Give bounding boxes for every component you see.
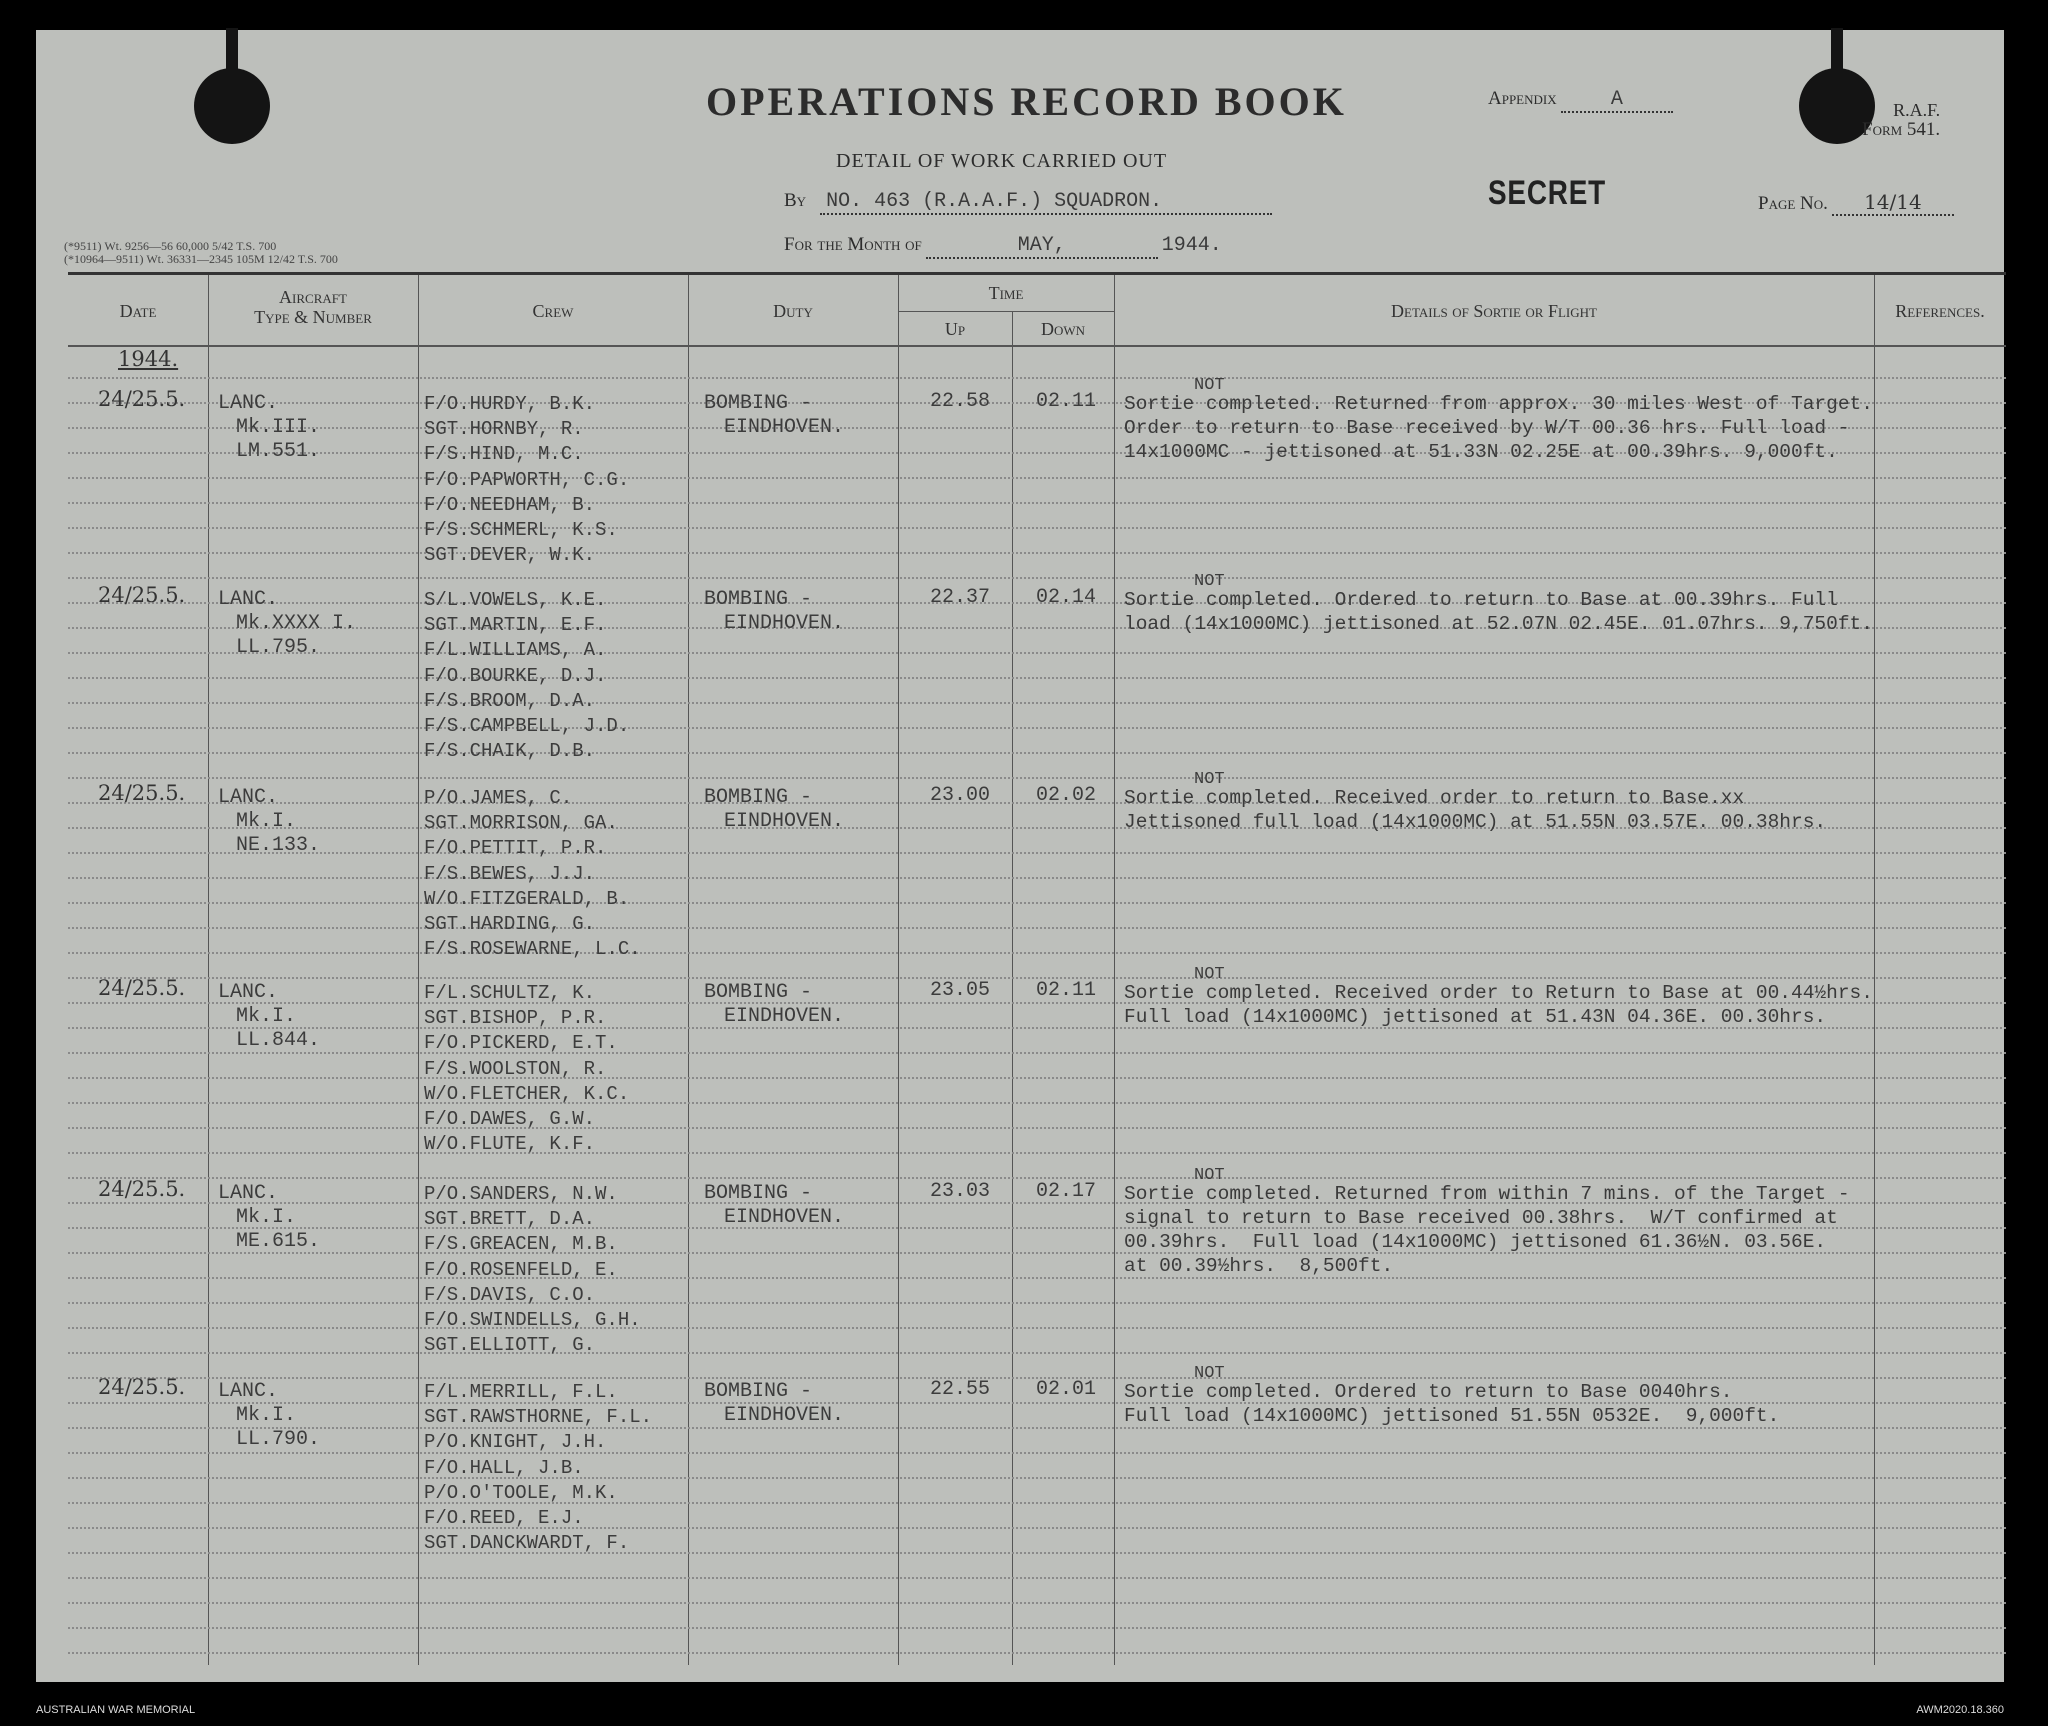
- column-header-details: Details of Sortie or Flight: [1391, 301, 1597, 321]
- page-label: Page No.: [1758, 193, 1828, 214]
- entry-date: 24/25.5.: [98, 781, 186, 805]
- aircraft-line: NE.133.: [236, 834, 321, 857]
- aircraft-line: LL.795.: [236, 636, 321, 659]
- not-insertion: NOT: [1194, 376, 1225, 395]
- aircraft-line: Mk.I.: [236, 1206, 297, 1229]
- print-ref-1: (*9511) Wt. 9256—56 60,000 5/42 T.S. 700: [64, 239, 277, 253]
- squadron-line: [784, 190, 1272, 215]
- crew-member: SGT.BRETT, D.A.: [424, 1208, 596, 1231]
- crew-member: F/O.SWINDELLS, G.H.: [424, 1309, 641, 1331]
- by-label: By: [784, 190, 807, 211]
- time-up: 22.55: [930, 1378, 991, 1401]
- crew-member: F/O.HURDY, B.K.: [424, 393, 596, 415]
- column-header-crew: Crew: [532, 301, 574, 321]
- squadron-value: NO. 463 (R.A.A.F.) SQUADRON.: [820, 190, 1272, 215]
- aircraft-line: LANC.: [218, 786, 279, 809]
- crew-member: F/L.SCHULTZ, K.: [424, 982, 596, 1004]
- document-title: OPERATIONS RECORD BOOK: [706, 79, 1347, 124]
- crew-member: SGT.HARDING, G.: [424, 913, 596, 935]
- crew-member: F/O.NEEDHAM, B.: [424, 493, 596, 516]
- sortie-detail-line: Sortie completed. Received order to Return to Base at 00.44½hrs.: [1124, 982, 1873, 1004]
- aircraft-line: Mk.I.: [236, 1005, 297, 1028]
- column-header-time: Time: [988, 283, 1024, 303]
- sortie-detail-line: Sortie completed. Returned from within 7 mins. of the Target -: [1124, 1183, 1850, 1205]
- aircraft-label: Aircraft: [279, 287, 347, 307]
- crew-member: W/O.FITZGERALD, B.: [424, 887, 630, 910]
- time-down: 02.01: [1036, 1378, 1097, 1401]
- column-header-down: Down: [1040, 319, 1086, 339]
- aircraft-line: LANC.: [218, 981, 279, 1004]
- crew-member: SGT.MARTIN, E.F.: [424, 614, 607, 637]
- duty-line: BOMBING -: [704, 786, 813, 809]
- sortie-detail-line: 00.39hrs. Full load (14x1000MC) jettisoned 61.36½N. 03.56E.: [1124, 1231, 1827, 1253]
- duty-line: BOMBING -: [704, 588, 813, 611]
- column-header-date: Date: [119, 301, 157, 321]
- sortie-detail-line: Sortie completed. Ordered to return to Base at 00.39hrs. Full: [1124, 589, 1838, 611]
- time-down: 02.02: [1036, 784, 1097, 807]
- duty-line: BOMBING -: [704, 1182, 813, 1205]
- entry-date: 24/25.5.: [98, 1375, 186, 1399]
- page-number-line: [1758, 190, 1954, 216]
- secret-stamp: SECRET: [1488, 174, 1607, 212]
- crew-member: F/O.BOURKE, D.J.: [424, 664, 607, 687]
- aircraft-line: LL.844.: [236, 1029, 321, 1052]
- record-sheet: [36, 30, 2004, 1716]
- form-line-1: R.A.F.: [1893, 100, 1941, 120]
- not-insertion: NOT: [1194, 572, 1225, 591]
- crew-member: P/O.SANDERS, N.W.: [424, 1183, 618, 1205]
- duty-line: BOMBING -: [704, 1380, 813, 1403]
- sortie-detail-line: load (14x1000MC) jettisoned at 52.07N 02.45E. 01.07hrs. 9,750ft.: [1124, 613, 1873, 635]
- sortie-detail-line: at 00.39½hrs. 8,500ft.: [1124, 1255, 1394, 1277]
- crew-member: F/O.DAWES, G.W.: [424, 1108, 596, 1130]
- duty-line: BOMBING -: [704, 981, 813, 1004]
- crew-member: F/S.CAMPBELL, J.D.: [424, 715, 630, 737]
- aircraft-line: LANC.: [218, 588, 279, 611]
- time-up: 23.03: [930, 1180, 991, 1203]
- year-value: 1944.: [1161, 234, 1222, 257]
- crew-member: F/S.SCHMERL, K.S.: [424, 519, 618, 541]
- aircraft-line: Mk.I.: [236, 1404, 297, 1427]
- crew-member: SGT.MORRISON, GA.: [424, 812, 618, 835]
- crew-member: P/O.JAMES, C.: [424, 787, 573, 809]
- aircraft-line: LANC.: [218, 1182, 279, 1205]
- not-insertion: NOT: [1194, 965, 1225, 984]
- duty-line: EINDHOVEN.: [724, 1005, 845, 1028]
- crew-member: SGT.BISHOP, P.R.: [424, 1007, 607, 1030]
- aircraft-sublabel: Type & Number: [254, 307, 372, 327]
- form-number: [1862, 100, 1940, 140]
- crew-member: F/O.ROSENFELD, E.: [424, 1258, 618, 1281]
- crew-member: F/O.PAPWORTH, C.G.: [424, 468, 630, 491]
- footer-right: AWM2020.18.360: [1916, 1704, 2004, 1716]
- duty-line: BOMBING -: [704, 392, 813, 415]
- column-header-references: References.: [1895, 301, 1985, 321]
- crew-member: S/L.VOWELS, K.E.: [424, 589, 607, 611]
- aircraft-line: LL.790.: [236, 1428, 321, 1451]
- crew-member: F/L.MERRILL, F.L.: [424, 1381, 618, 1403]
- crew-member: F/L.WILLIAMS, A.: [424, 639, 607, 662]
- entry-date: 24/25.5.: [98, 976, 186, 1000]
- crew-member: W/O.FLETCHER, K.C.: [424, 1082, 630, 1105]
- time-down: 02.14: [1036, 586, 1097, 609]
- appendix-value: A: [1561, 88, 1673, 113]
- crew-member: P/O.KNIGHT, J.H.: [424, 1431, 607, 1454]
- sortie-detail-line: Full load (14x1000MC) jettisoned at 51.43N 04.36E. 00.30hrs.: [1124, 1006, 1827, 1028]
- entry-date: 24/25.5.: [98, 387, 186, 411]
- sortie-detail-line: Sortie completed. Received order to return to Base.xx: [1124, 787, 1745, 809]
- crew-member: F/S.HIND, M.C.: [424, 443, 584, 466]
- crew-member: SGT.DEVER, W.K.: [424, 544, 596, 567]
- print-ref-2: (*10964—9511) Wt. 36331—2345 105M 12/42 T.S. 700: [64, 252, 338, 266]
- appendix-label: Appendix: [1488, 88, 1557, 109]
- form-line-2: Form 541.: [1862, 119, 1941, 140]
- crew-member: F/S.GREACEN, M.B.: [424, 1233, 618, 1256]
- crew-member: P/O.O'TOOLE, M.K.: [424, 1481, 618, 1504]
- time-down: 02.11: [1036, 390, 1097, 413]
- column-header-aircraft: [208, 287, 418, 327]
- duty-line: EINDHOVEN.: [724, 810, 845, 833]
- month-label: For the Month of: [784, 234, 922, 255]
- sortie-detail-line: Jettisoned full load (14x1000MC) at 51.55N 03.57E. 00.38hrs.: [1124, 811, 1827, 833]
- time-up: 23.00: [930, 784, 991, 807]
- crew-member: F/S.BROOM, D.A.: [424, 689, 596, 712]
- column-header-duty: Duty: [773, 301, 813, 321]
- crew-member: SGT.DANCKWARDT, F.: [424, 1532, 630, 1555]
- month-value: MAY,: [926, 234, 1158, 259]
- time-up: 23.05: [930, 979, 991, 1002]
- year-heading: 1944.: [118, 347, 179, 371]
- aircraft-line: LM.551.: [236, 440, 321, 463]
- crew-member: F/S.WOOLSTON, R.: [424, 1057, 607, 1080]
- crew-member: F/O.REED, E.J.: [424, 1507, 584, 1529]
- time-down: 02.17: [1036, 1180, 1097, 1203]
- sortie-detail-line: signal to return to Base received 00.38hrs. W/T confirmed at: [1124, 1207, 1838, 1229]
- time-up: 22.37: [930, 586, 991, 609]
- sortie-detail-line: Sortie completed. Returned from approx. 30 miles West of Target.: [1124, 393, 1873, 415]
- duty-line: EINDHOVEN.: [724, 416, 845, 439]
- page-number-value: 14/14: [1832, 190, 1954, 216]
- crew-member: W/O.FLUTE, K.F.: [424, 1133, 596, 1156]
- crew-member: F/S.DAVIS, C.O.: [424, 1283, 596, 1306]
- crew-member: SGT.RAWSTHORNE, F.L.: [424, 1406, 653, 1429]
- time-up: 22.58: [930, 390, 991, 413]
- sortie-detail-line: Full load (14x1000MC) jettisoned 51.55N 0532E. 9,000ft.: [1124, 1405, 1780, 1427]
- crew-member: F/S.CHAIK, D.B.: [424, 740, 596, 763]
- entry-date: 24/25.5.: [98, 583, 186, 607]
- crew-member: F/O.PICKERD, E.T.: [424, 1032, 618, 1055]
- appendix-line: [1488, 88, 1673, 113]
- crew-member: F/O.HALL, J.B.: [424, 1456, 584, 1479]
- binder-hole-left: [194, 68, 270, 144]
- duty-line: EINDHOVEN.: [724, 612, 845, 635]
- aircraft-line: LANC.: [218, 1380, 279, 1403]
- print-reference: [64, 240, 338, 266]
- aircraft-line: ME.615.: [236, 1230, 321, 1253]
- crew-member: SGT.HORNBY, R.: [424, 418, 584, 441]
- aircraft-line: Mk.XXXX I.: [236, 612, 357, 635]
- month-line: [784, 234, 1222, 259]
- operations-table: [68, 272, 2006, 1665]
- not-insertion: NOT: [1194, 1364, 1225, 1383]
- duty-line: EINDHOVEN.: [724, 1404, 845, 1427]
- crew-member: SGT.ELLIOTT, G.: [424, 1334, 596, 1357]
- entry-date: 24/25.5.: [98, 1177, 186, 1201]
- sortie-detail-line: 14x1000MC - jettisoned at 51.33N 02.25E at 00.39hrs. 9,000ft.: [1124, 441, 1838, 463]
- aircraft-line: LANC.: [218, 392, 279, 415]
- crew-member: F/S.ROSEWARNE, L.C.: [424, 938, 641, 961]
- crew-member: F/S.BEWES, J.J.: [424, 862, 596, 885]
- time-down: 02.11: [1036, 979, 1097, 1002]
- sortie-detail-line: Order to return to Base received by W/T 00.36 hrs. Full load -: [1124, 417, 1850, 439]
- document-subtitle: DETAIL OF WORK CARRIED OUT: [836, 150, 1168, 172]
- column-header-up: Up: [944, 319, 966, 339]
- aircraft-line: Mk.III.: [236, 416, 321, 439]
- duty-line: EINDHOVEN.: [724, 1206, 845, 1229]
- not-insertion: NOT: [1194, 770, 1225, 789]
- aircraft-line: Mk.I.: [236, 810, 297, 833]
- not-insertion: NOT: [1194, 1166, 1225, 1185]
- crew-member: F/O.PETTIT, P.R.: [424, 837, 607, 860]
- footer-left: AUSTRALIAN WAR MEMORIAL: [36, 1704, 196, 1716]
- sortie-detail-line: Sortie completed. Ordered to return to Base 0040hrs.: [1124, 1381, 1733, 1403]
